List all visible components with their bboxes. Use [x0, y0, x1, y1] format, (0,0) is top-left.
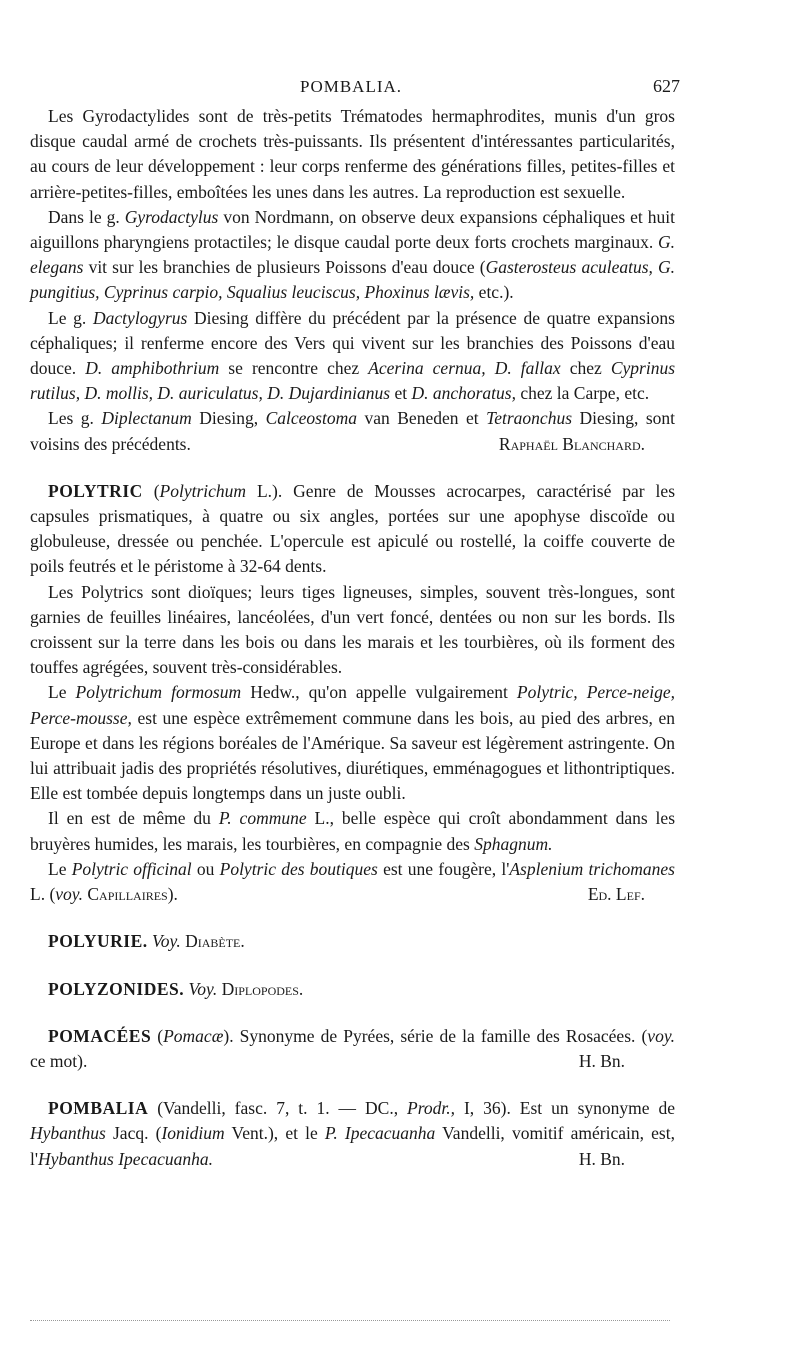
text-run: Diesing diffère du précédent par la présence de quatre expansions céphaliques; il renferme encore des Vers qui vivent sur les branchies des Poissons d'eau douce. [30, 307, 675, 379]
text-run: Le g. [48, 307, 94, 328]
cross-ref-marker: Voy. [152, 931, 181, 952]
species-name: G. elegans [30, 232, 675, 278]
entry-polytric [30, 479, 675, 907]
latin-name: Pomacæ [163, 1025, 224, 1046]
page-number: 627 [653, 76, 680, 96]
latin-name: Polytrichum formosum [75, 682, 242, 703]
gyro-p1-text: Les Gyrodactylides sont de très-petits Trématodes hermaphrodites, munis d'un gros disque caudal armé de crochets très-puissants. Ils présentent d'intéressantes particularités, au cours de leur développement : leur corps renferme des générations filles, petites-filles et arrière-petites-filles, emboîtées les unes dans les autres. La reproduction est sexuelle. [30, 106, 675, 202]
text-run: Il en est de même du [48, 808, 219, 829]
species-name: D. amphibothrium [85, 358, 220, 379]
text-run: L.). Genre de Mousses acrocarpes, caractérisé par les capsules prismatiques, à quatre ou six angles, portées sur une apophyse discoïde ou globuleuse, dressée ou penchée. L'opercule est apiculé ou rostellé, la coiffe couverte de poils feutrés et le péristome à 32-64 dents. [30, 480, 675, 577]
author-signature: Raphaël Blanchard. [498, 433, 645, 454]
text-run: Les Polytrics sont dioïques; leurs tiges ligneuses, simples, souvent très-longues, sont garnies de feuilles linéaires, lancéolées, d'un vert foncé, dentées ou non sur les bords. Ils croissent sur la terre dans les bois ou dans les marais et les tourbières, où ils forment des touffes agrégées, souvent très-considérables. [30, 581, 675, 678]
text-run: ( [151, 1025, 164, 1046]
text-run: L. ( [30, 884, 56, 905]
entry-headword: POLYZONIDES. [48, 978, 185, 999]
text-run: Hedw., qu'on appelle vulgairement [241, 682, 517, 703]
text-run: chez [560, 358, 611, 379]
text-run: Vandelli, vomitif américain, est, l' [30, 1123, 675, 1169]
text-run: Jacq. ( [105, 1123, 162, 1144]
running-title: POMBALIA. [300, 77, 403, 96]
polytric-paragraph-1 [30, 479, 675, 580]
author-signature: Ed. Lef. [587, 884, 645, 905]
text-run: L., belle espèce qui croît abondamment dans les bruyères humides, les marais, les tourbières, en compagnie des [30, 808, 675, 854]
genus-name: Gyrodactylus [124, 206, 219, 227]
genus-name: Diplectanum [101, 408, 192, 429]
text-run: se rencontre chez [219, 358, 369, 379]
latin-name: P. commune [218, 808, 307, 829]
latin-name: Sphagnum. [474, 833, 553, 854]
polytric-paragraph-5 [30, 857, 675, 907]
page-header [300, 74, 680, 100]
cross-ref-marker: voy. [647, 1025, 675, 1046]
text-run: Dans le g. [48, 206, 125, 227]
text-run: ou [191, 858, 220, 879]
text-run: chez la Carpe, etc. [515, 383, 650, 404]
author-signature: H. Bn. [578, 1050, 625, 1071]
cross-ref-marker: voy. [55, 884, 83, 905]
page-body [30, 104, 675, 1172]
species-list: Cyprinus rutilus, D. mollis, D. auriculatus, D. Dujardinianus [30, 358, 676, 404]
text-run: etc.). [474, 282, 514, 303]
genus-name: Dactylogyrus [93, 307, 188, 328]
polyurie-line [30, 929, 675, 954]
text-run: ). Synonyme de Pyrées, série de la famille des Rosacées. ( [223, 1025, 648, 1046]
species-list: Gasterosteus aculeatus, G. pungitius, Cyprinus carpio, Squalius leuciscus, Phoxinus lævis, [30, 257, 676, 303]
entry-headword: POMACÉES [48, 1025, 152, 1046]
text-run: ( [142, 480, 160, 501]
pomacees-paragraph [30, 1024, 675, 1074]
text-run: ce mot). [30, 1050, 88, 1071]
entry-pombalia [30, 1096, 675, 1172]
latin-name: Asplenium trichomanes [509, 858, 675, 879]
text-run: van Beneden et [357, 408, 487, 429]
text-run: Le [48, 682, 76, 703]
genus-name: Tetraonchus [486, 408, 573, 429]
entry-polyurie [30, 929, 675, 954]
text-run: est une fougère, l' [377, 858, 510, 879]
entry-headword: POLYURIE. [48, 931, 148, 952]
species-name: Acerina cernua, D. fallax [368, 358, 561, 379]
entry-headword: POLYTRIC [48, 480, 143, 501]
text-run: von Nordmann, on observe deux expansions céphaliques et huit aiguillons pharyngiens protactiles; le disque caudal porte deux forts crochets marginaux. [30, 206, 675, 253]
gyro-paragraph-3 [30, 306, 675, 407]
text-run: Diesing, [191, 408, 266, 429]
gyro-paragraph-4 [30, 406, 675, 456]
gyro-paragraph-2 [30, 205, 675, 306]
common-name: Polytric officinal [71, 858, 192, 879]
text-run: Vent.), et le [224, 1123, 325, 1144]
cross-ref-marker: Voy. [188, 978, 218, 999]
entry-headword: POMBALIA [48, 1098, 149, 1119]
text-run: Diesing, sont voisins des précédents. [30, 408, 675, 454]
latin-name: Hybanthus Ipecacuanha. [38, 1148, 213, 1169]
polytric-paragraph-3 [30, 680, 675, 806]
text-run: vit sur les branchies de plusieurs Poissons d'eau douce ( [83, 257, 486, 278]
text-run: I, 36). Est un synonyme de [455, 1098, 675, 1119]
latin-name: Polytrichum [159, 480, 247, 501]
cross-ref: Capillaires). [82, 884, 178, 905]
text-run: et [390, 383, 412, 404]
text-run: est une espèce extrêmement commune dans les bois, au pied des arbres, en Europe et dans les régions boréales de l'Amérique. Sa saveur est légèrement astringente. On lui attribuait jadis des propriétés résolutives, diurétiques, emménagogues et lithontriptiques. Elle est tombée depuis longtemps dans un juste oubli. [30, 707, 675, 804]
latin-name: Ionidium [161, 1123, 225, 1144]
latin-name: P. Ipecacuanha [324, 1123, 436, 1144]
work-title: Prodr., [407, 1098, 456, 1119]
text-run: Les g. [48, 408, 102, 429]
pombalia-paragraph [30, 1096, 675, 1172]
polytric-paragraph-2 [30, 580, 675, 681]
polytric-paragraph-4 [30, 806, 675, 856]
entry-pomacees [30, 1024, 675, 1074]
common-names: Polytric, Perce-neige, Perce-mousse, [30, 682, 675, 728]
gyro-paragraph-1 [30, 104, 675, 205]
footer-dotted-rule [30, 1320, 670, 1322]
text-run: (Vandelli, fasc. 7, t. 1. — DC., [148, 1098, 408, 1119]
cross-ref: Diplopodes. [221, 978, 304, 999]
cross-ref: Diabète. [185, 931, 245, 952]
species-name: D. anchoratus, [411, 383, 516, 404]
genus-name: Calceostoma [265, 408, 357, 429]
author-signature: H. Bn. [578, 1148, 625, 1169]
polyzonides-line [30, 977, 675, 1002]
text-run: Le [48, 858, 72, 879]
common-name: Polytric des boutiques [219, 858, 378, 879]
latin-name: Hybanthus [30, 1123, 106, 1144]
entry-polyzonides [30, 977, 675, 1002]
